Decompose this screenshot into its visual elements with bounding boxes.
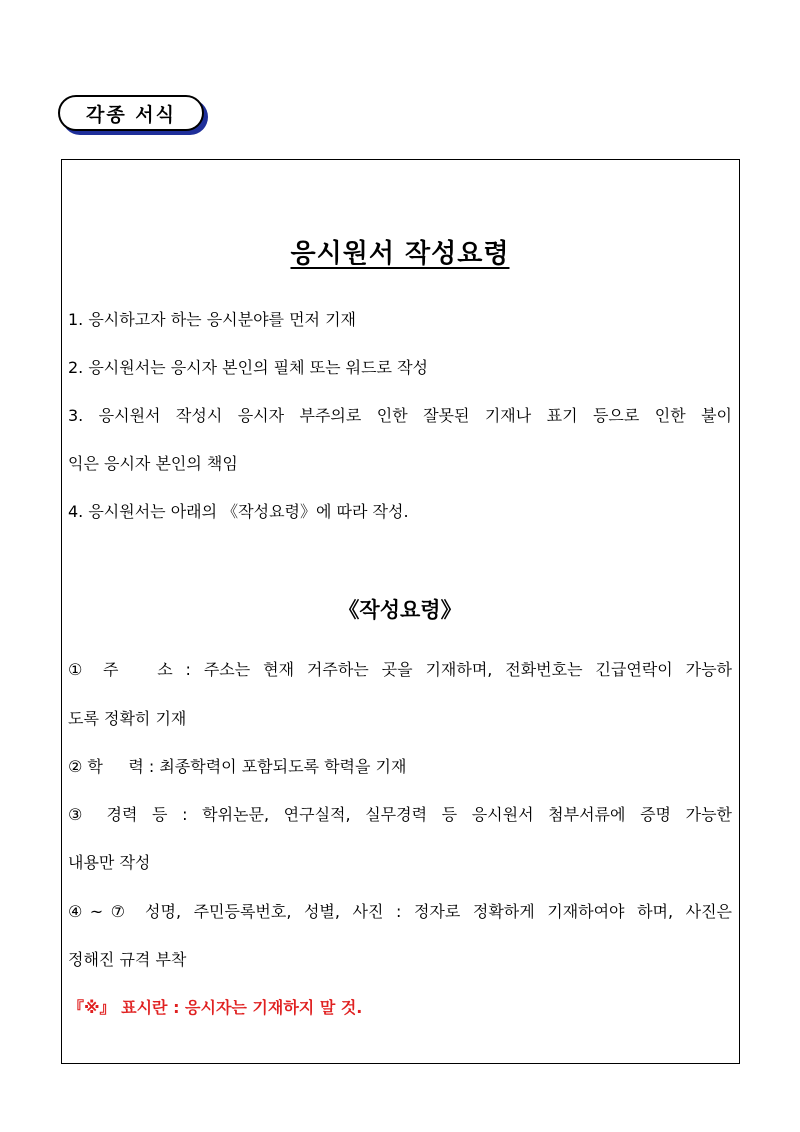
document-title: 응시원서 작성요령	[290, 239, 510, 269]
guide-personal-info: ④~⑦ 성명, 주민등록번호, 성별, 사진 : 정자로 정확하게 기재하여야 하며, 사진은	[68, 902, 732, 921]
guide-personal-info-cont: 정해진 규격 부착	[68, 950, 187, 969]
section-tab: 각종 서식	[58, 95, 204, 131]
guide-address-cont: 도록 정확히 기재	[68, 709, 187, 728]
guide-career: ③ 경력 등 : 학위논문, 연구실적, 실무경력 등 응시원서 첨부서류에 증명 가능한	[68, 805, 732, 824]
intro-line-2: 2. 응시원서는 응시자 본인의 필체 또는 워드로 작성	[68, 358, 428, 377]
intro-line-1: 1. 응시하고자 하는 응시분야를 먼저 기재	[68, 310, 356, 329]
intro-line-4: 4. 응시원서는 아래의 《작성요령》에 따라 작성.	[68, 502, 409, 521]
notice-text: 『※』 표시란 : 응시자는 기재하지 말 것.	[68, 998, 363, 1017]
intro-line-3-cont: 익은 응시자 본인의 책임	[68, 454, 238, 473]
guide-subtitle: 《작성요령》	[338, 598, 462, 622]
guide-education: ② 학 력 : 최종학력이 포함되도록 학력을 기재	[68, 757, 407, 776]
guide-address: ① 주 소 : 주소는 현재 거주하는 곳을 기재하며, 전화번호는 긴급연락이 가능하	[68, 660, 732, 679]
guide-career-cont: 내용만 작성	[68, 853, 151, 872]
intro-line-3: 3. 응시원서 작성시 응시자 부주의로 인한 잘못된 기재나 표기 등으로 인한 불이	[68, 406, 732, 425]
